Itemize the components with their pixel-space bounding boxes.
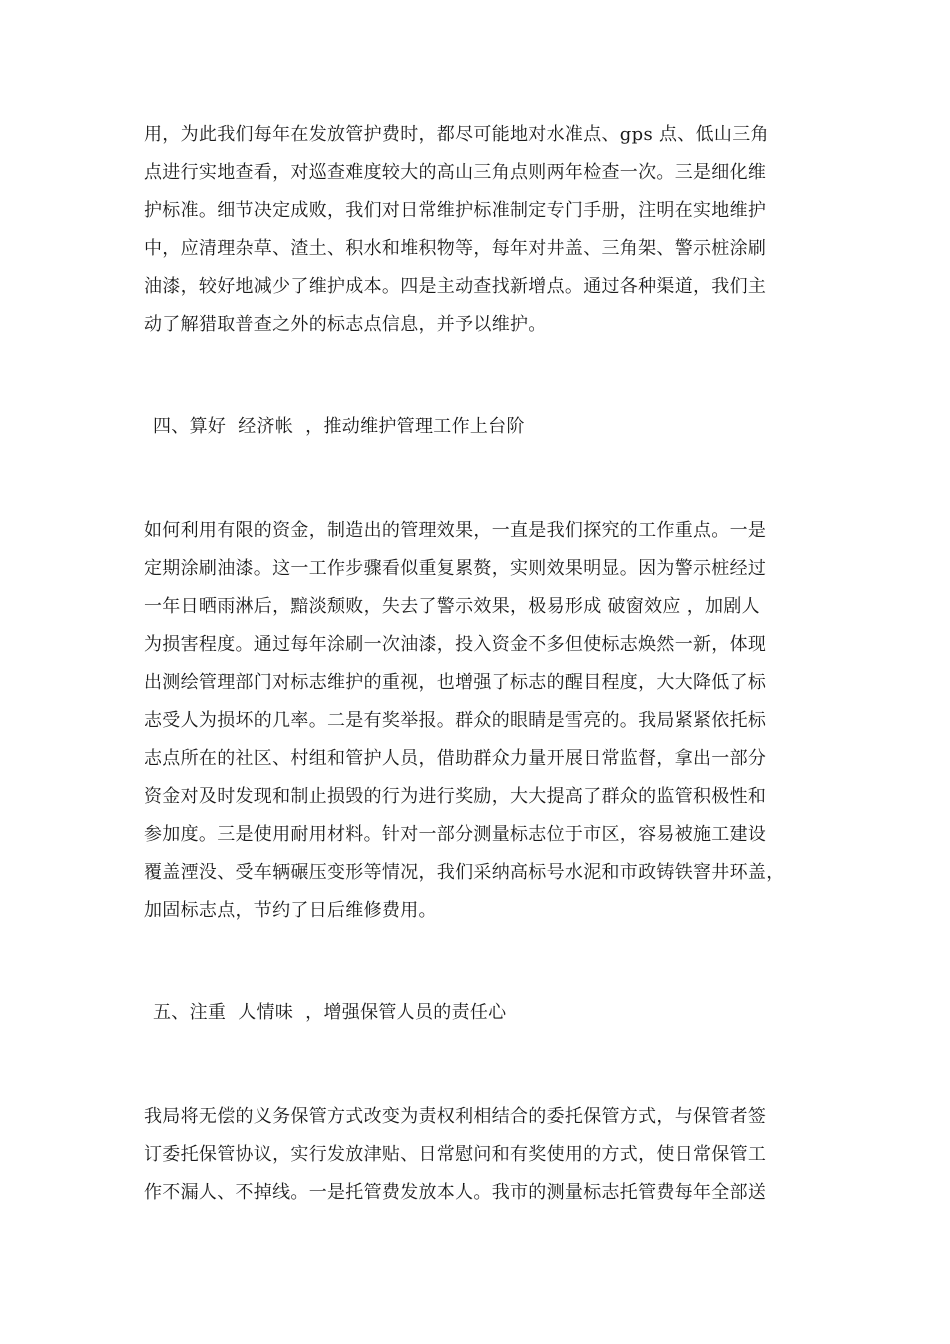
paragraph-2-line-1: 如何利用有限的资金，制造出的管理效果，一直是我们探究的工作重点。一是: [144, 520, 767, 541]
paragraph-2-line-6: 志受人为损坏的几率。二是有奖举报。群众的眼睛是雪亮的。我局紧紧依托标: [144, 710, 767, 731]
paragraph-1-line-1: 用，为此我们每年在发放管护费时，都尽可能地对水准点、gps 点、低山三角: [144, 124, 769, 145]
paragraph-2-line-4: 为损害程度。通过每年涂刷一次油漆，投入资金不多但使标志焕然一新，体现: [144, 634, 767, 655]
paragraph-3-line-3: 作不漏人、不掉线。一是托管费发放本人。我市的测量标志托管费每年全部送: [144, 1182, 767, 1203]
paragraph-2-line-7: 志点所在的社区、村组和管护人员，借助群众力量开展日常监督，拿出一部分: [144, 748, 767, 769]
paragraph-3-line-2: 订委托保管协议，实行发放津贴、日常慰问和有奖使用的方式，使日常保管工: [144, 1144, 767, 1165]
paragraph-1-line-2: 点进行实地查看，对巡查难度较大的高山三角点则两年检查一次。三是细化维: [144, 162, 767, 183]
paragraph-1-line-6: 动了解猎取普查之外的标志点信息，并予以维护。: [144, 314, 547, 335]
paragraph-2-line-10: 覆盖湮没、受车辆碾压变形等情况，我们采纳高标号水泥和市政铸铁窨井环盖，: [144, 862, 785, 883]
paragraph-1-line-4: 中，应清理杂草、渣土、积水和堆积物等，每年对井盖、三角架、警示桩涂刷: [144, 238, 767, 259]
paragraph-2-line-8: 资金对及时发现和制止损毁的行为进行奖励，大大提高了群众的监管积极性和: [144, 786, 767, 807]
paragraph-2-line-2: 定期涂刷油漆。这一工作步骤看似重复累赘，实则效果明显。因为警示桩经过: [144, 558, 767, 579]
paragraph-2-line-9: 参加度。三是使用耐用材料。针对一部分测量标志位于市区，容易被施工建设: [144, 824, 767, 845]
paragraph-2-line-11: 加固标志点，节约了日后维修费用。: [144, 900, 437, 921]
paragraph-2-line-3: 一年日晒雨淋后，黯淡颓败，失去了警示效果，极易形成 破窗效应 ，加剧人: [144, 596, 760, 617]
section-heading-5: 五、注重 人情味 ，增强保管人员的责任心: [153, 1002, 507, 1023]
paragraph-3-line-1: 我局将无偿的义务保管方式改变为责权利相结合的委托保管方式，与保管者签: [144, 1106, 767, 1127]
paragraph-2-line-5: 出测绘管理部门对标志维护的重视，也增强了标志的醒目程度，大大降低了标: [144, 672, 767, 693]
paragraph-1-line-3: 护标准。细节决定成败，我们对日常维护标准制定专门手册，注明在实地维护: [144, 200, 767, 221]
paragraph-1-line-5: 油漆，较好地减少了维护成本。四是主动查找新增点。通过各种渠道，我们主: [144, 276, 767, 297]
section-heading-4: 四、算好 经济帐 ，推动维护管理工作上台阶: [153, 416, 525, 437]
